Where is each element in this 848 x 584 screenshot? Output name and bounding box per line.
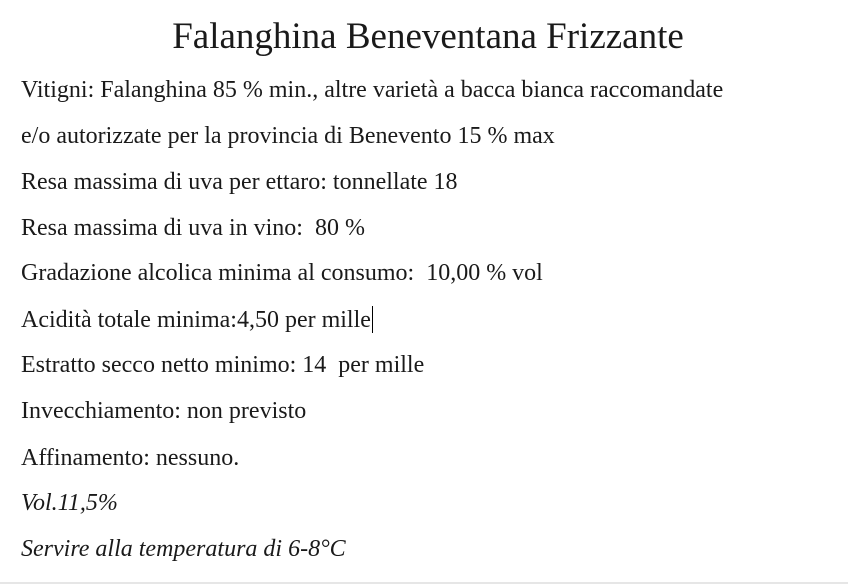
- aging-line: Invecchiamento: non previsto: [21, 398, 307, 424]
- grape-varieties-line-cont: e/o autorizzate per la provincia di Benevento 15 % max: [21, 123, 555, 149]
- grape-varieties-line: Vitigni: Falanghina 85 % min., altre varietà a bacca bianca raccomandate: [21, 77, 724, 103]
- text-cursor: [372, 306, 373, 333]
- volume-line: Vol.11,5%: [21, 490, 118, 516]
- document-title: Falanghina Beneventana Frizzante: [172, 16, 684, 57]
- max-yield-per-hectare-line: Resa massima di uva per ettaro: tonnellate 18: [21, 169, 458, 195]
- dry-extract-line: Estratto secco netto minimo: 14 per mille: [21, 352, 425, 378]
- serving-temperature-line: Servire alla temperatura di 6-8°C: [21, 536, 346, 562]
- max-wine-yield-line: Resa massima di uva in vino: 80 %: [21, 215, 365, 241]
- min-alcohol-line: Gradazione alcolica minima al consumo: 10,00 % vol: [21, 260, 543, 286]
- total-acidity-line: Acidità totale minima:4,50 per mille: [21, 307, 371, 333]
- refinement-line: Affinamento: nessuno.: [21, 445, 240, 471]
- total-acidity-line-wrap: [21, 305, 373, 335]
